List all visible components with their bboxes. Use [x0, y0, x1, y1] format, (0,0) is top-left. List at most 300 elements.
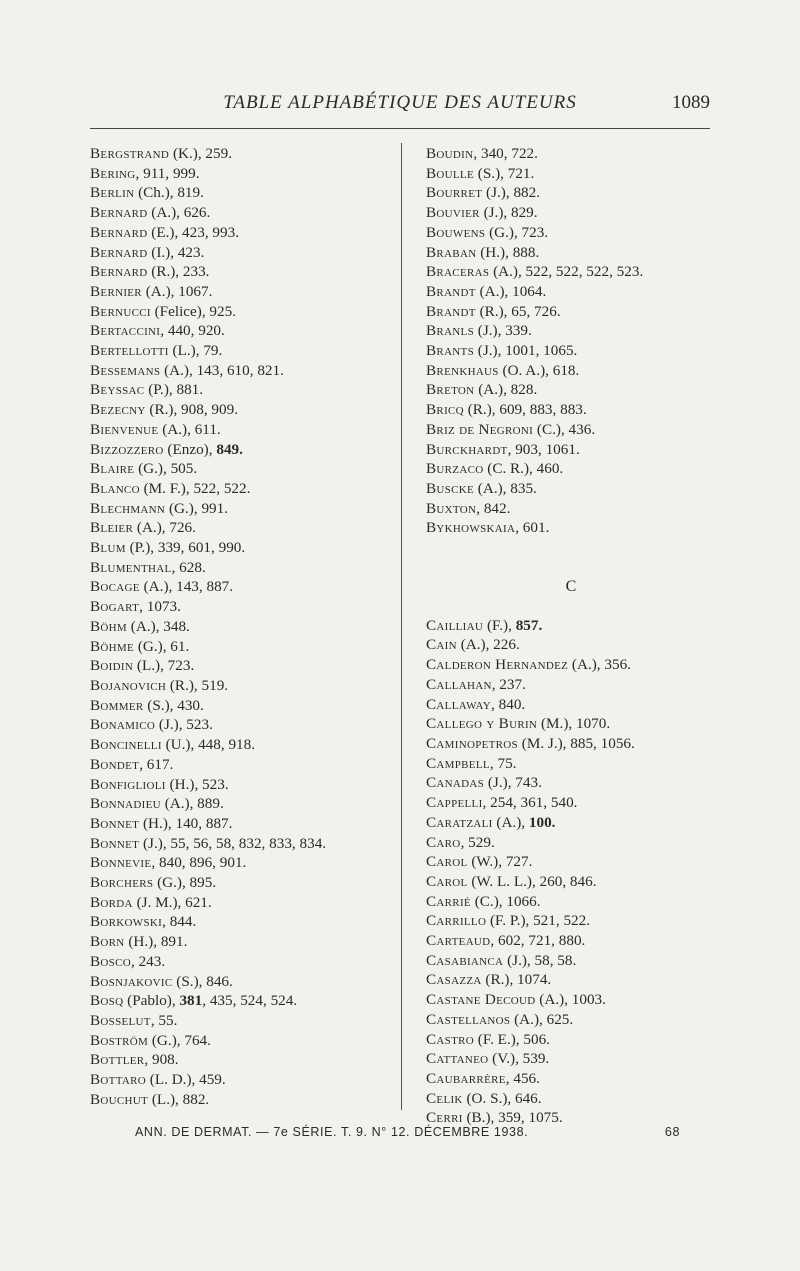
- author-name: Calderon Hernandez: [426, 656, 569, 674]
- index-entry: [90, 597, 395, 617]
- index-entry: [90, 676, 395, 696]
- page-references: (A.), 143, 887.: [139, 578, 234, 596]
- index-entry: [426, 203, 716, 223]
- page-references: (A.), 828.: [474, 381, 538, 399]
- index-entry: [90, 617, 395, 637]
- author-name: Burzaco: [426, 460, 484, 478]
- index-entry: [90, 873, 395, 893]
- index-entry: [90, 144, 395, 164]
- page-references: (S.), 721.: [473, 164, 535, 182]
- page-references: (P.), 339, 601, 990.: [125, 539, 246, 557]
- page-header: [90, 92, 710, 124]
- page-references: (A.), 1064.: [475, 282, 547, 300]
- index-entry: [90, 755, 395, 775]
- index-entry: [90, 932, 395, 952]
- page-references: , 842.: [476, 499, 511, 517]
- index-entry: [90, 440, 395, 460]
- page-references: (W.), 727.: [467, 853, 533, 871]
- author-name: Bernard: [90, 243, 148, 261]
- author-name: Boidin: [90, 657, 134, 675]
- header-rule: [90, 128, 710, 129]
- author-name: Bykhowskaia: [426, 519, 516, 537]
- author-name: Blum: [90, 539, 126, 557]
- author-name: Bricq: [426, 401, 464, 419]
- page-references: (G.), 61.: [134, 637, 190, 655]
- index-entry: [426, 183, 716, 203]
- page-references: (J.), 882.: [482, 184, 541, 202]
- page-references: , 844.: [162, 913, 197, 931]
- author-name: Braban: [426, 243, 477, 261]
- principal-reference: 857.: [515, 616, 543, 634]
- page-references: (J.), 523.: [155, 716, 213, 734]
- page-references: , 340, 722.: [473, 145, 538, 162]
- index-entry: [90, 223, 395, 243]
- author-name: Casazza: [426, 971, 482, 989]
- page-references: (A.), 522, 522, 522, 523.: [489, 263, 644, 281]
- author-name: Cailliau: [426, 616, 484, 634]
- index-entry: [90, 972, 395, 992]
- author-name: Böhm: [90, 617, 127, 635]
- author-name: Blaire: [90, 460, 135, 478]
- author-name: Boström: [90, 1031, 149, 1049]
- page-references: (U.), 448, 918.: [161, 736, 256, 754]
- author-name: Blumenthal: [90, 558, 172, 576]
- index-entry: [426, 655, 716, 675]
- author-name: Borchers: [90, 874, 154, 892]
- author-name: Caubarrère: [426, 1069, 506, 1087]
- index-entry: [426, 892, 716, 912]
- index-entry: [426, 223, 716, 243]
- page-references: (J.), 829.: [479, 204, 538, 222]
- index-entry: [426, 1089, 716, 1109]
- author-name: Brants: [426, 342, 474, 360]
- index-entry: [90, 991, 395, 1011]
- index-entry: [90, 203, 395, 223]
- page-references: , 908.: [144, 1051, 179, 1069]
- author-name: Bocage: [90, 578, 140, 596]
- author-name: Bleier: [90, 519, 134, 537]
- index-entry: [426, 754, 716, 774]
- page-references: (A.), 356.: [568, 656, 631, 674]
- author-name: Callego y Burin: [426, 715, 538, 733]
- index-entry: [90, 243, 395, 263]
- page-references: (L. D.), 459.: [145, 1071, 226, 1089]
- page-references-continued: , 435, 524, 524.: [202, 992, 298, 1010]
- page-references: (L.), 882.: [148, 1090, 210, 1108]
- page-references: (A.), 625.: [510, 1010, 574, 1028]
- page-references: (C. R.), 460.: [483, 460, 564, 478]
- sheet-number: 68: [664, 1125, 680, 1139]
- author-name: Celik: [426, 1089, 463, 1107]
- page-references: (S.), 430.: [143, 696, 204, 714]
- page-references: (G.), 764.: [148, 1031, 211, 1049]
- page-references: (L.), 79.: [168, 342, 223, 360]
- author-name: Bonnadieu: [90, 795, 161, 813]
- index-entry: [426, 852, 716, 872]
- index-entry: [90, 420, 395, 440]
- principal-reference: 849.: [216, 440, 243, 458]
- author-name: Caratzali: [426, 813, 493, 831]
- page-references: (A.), 889.: [160, 795, 224, 813]
- index-entry: [426, 262, 716, 282]
- author-name: Boudin: [426, 145, 474, 162]
- page-references: (R.), 1074.: [481, 971, 552, 989]
- author-name: Bottaro: [90, 1071, 146, 1089]
- index-entry: [426, 970, 716, 990]
- author-name: Bonamico: [90, 716, 156, 734]
- page-references: (G.), 991.: [165, 499, 229, 517]
- author-name: Bosselut: [90, 1011, 151, 1029]
- page-references: (I.), 423.: [147, 243, 205, 261]
- index-entry: [426, 302, 716, 322]
- page-references: (R.), 233.: [147, 263, 210, 281]
- index-entry: [90, 794, 395, 814]
- author-name: Bonfiglioli: [90, 775, 166, 793]
- page-references: , 840, 896, 901.: [151, 854, 247, 872]
- index-entry: [90, 341, 395, 361]
- page-references: (V.), 539.: [488, 1050, 550, 1068]
- index-entry: [426, 1030, 716, 1050]
- author-name: Caminopetros: [426, 734, 518, 752]
- index-entry: [426, 734, 716, 754]
- index-entry: [426, 635, 716, 655]
- page-references: , 237.: [491, 675, 526, 693]
- author-name: Bosco: [90, 952, 131, 970]
- page-references: (S.), 846.: [172, 972, 233, 990]
- page-references: (P.), 881.: [144, 381, 204, 399]
- index-entry: [426, 164, 716, 184]
- author-name: Borda: [90, 893, 133, 911]
- page-references: , 440, 920.: [160, 322, 225, 340]
- index-entry: [426, 459, 716, 479]
- author-name: Bessemans: [90, 361, 161, 379]
- index-entry: [426, 380, 716, 400]
- author-name: Cattaneo: [426, 1050, 489, 1068]
- page-references: (J.), 55, 56, 58, 832, 833, 834.: [139, 834, 327, 852]
- column-divider: [401, 143, 402, 1110]
- page-references: (G.), 723.: [485, 223, 549, 241]
- page-references: (E.), 423, 993.: [147, 223, 240, 241]
- author-name: Berlin: [90, 184, 135, 202]
- page-references: (F.),: [483, 616, 516, 634]
- author-name: Cain: [426, 636, 457, 654]
- index-entry: [426, 1010, 716, 1030]
- index-entry: [426, 1049, 716, 1069]
- page-references: , 254, 361, 540.: [482, 794, 578, 812]
- author-name: Carrié: [426, 892, 471, 910]
- index-entry: [426, 243, 716, 263]
- page-references: (R.), 519.: [166, 676, 229, 694]
- author-name: Blechmann: [90, 499, 166, 517]
- author-name: Bondet: [90, 755, 140, 773]
- author-name: Brandt: [426, 302, 476, 320]
- page-references: , 456.: [505, 1069, 540, 1087]
- author-name: Bojanovich: [90, 676, 167, 694]
- author-name: Callaway: [426, 695, 492, 713]
- page-references: (W. L. L.), 260, 846.: [467, 872, 597, 890]
- author-name: Blanco: [90, 479, 140, 497]
- left-column: [90, 144, 395, 1109]
- page-references: (Pablo),: [123, 992, 180, 1010]
- running-title: TABLE ALPHABÉTIQUE DES AUTEURS: [223, 92, 577, 113]
- page-references: (M.), 1070.: [537, 715, 611, 733]
- author-name: Cerri: [426, 1109, 463, 1127]
- index-entry: [90, 1090, 395, 1110]
- page-references: (Ch.), 819.: [134, 184, 204, 202]
- index-entry: [426, 400, 716, 420]
- page-references: , 911, 999.: [135, 164, 200, 182]
- index-entry: [426, 144, 716, 164]
- index-entry: [90, 1070, 395, 1090]
- index-entry: [90, 321, 395, 341]
- author-name: Born: [90, 933, 125, 951]
- page-references: (M. F.), 522, 522.: [139, 479, 251, 497]
- index-entry: [90, 361, 395, 381]
- author-name: Canadas: [426, 774, 485, 792]
- page-references: (H.), 523.: [165, 775, 229, 793]
- author-name: Beyssac: [90, 381, 145, 399]
- author-name: Castane Decoud: [426, 991, 536, 1009]
- author-name: Böhme: [90, 637, 135, 655]
- index-entry: [90, 302, 395, 322]
- author-name: Bonnevie: [90, 854, 152, 872]
- author-name: Carol: [426, 872, 468, 890]
- author-name: Buxton: [426, 499, 477, 517]
- page-references: (Felice), 925.: [150, 302, 237, 320]
- author-name: Breton: [426, 381, 475, 399]
- index-entry: [426, 813, 716, 833]
- index-entry: [90, 164, 395, 184]
- index-entry: [90, 696, 395, 716]
- page-references: (J.), 339.: [474, 322, 532, 340]
- index-entry: [90, 479, 395, 499]
- page-number: 1089: [672, 92, 710, 113]
- page-references: , 602, 721, 880.: [490, 932, 586, 950]
- page-references: (O. A.), 618.: [498, 361, 580, 379]
- index-entry: [90, 834, 395, 854]
- page-references: (C.), 436.: [533, 420, 596, 438]
- author-name: Bouvier: [426, 204, 480, 222]
- author-name: Cappelli: [426, 794, 483, 812]
- page-references: (H.), 888.: [476, 243, 540, 261]
- index-entry: [426, 872, 716, 892]
- author-name: Bergstrand: [90, 145, 170, 162]
- page-references: , 840.: [491, 695, 526, 713]
- index-entry: [90, 558, 395, 578]
- author-name: Bertaccini: [90, 322, 161, 340]
- index-entry: [90, 893, 395, 913]
- index-entry: [90, 538, 395, 558]
- author-name: Bourret: [426, 184, 483, 202]
- page-references: (G.), 505.: [134, 460, 198, 478]
- author-name: Campbell: [426, 754, 490, 772]
- index-entry: [426, 931, 716, 951]
- index-entry: [426, 616, 716, 636]
- index-entry: [426, 321, 716, 341]
- author-name: Carol: [426, 853, 468, 871]
- page-references: (J. M.), 621.: [132, 893, 212, 911]
- page-references: (H.), 140, 887.: [139, 814, 233, 832]
- page-references: (J.), 743.: [484, 774, 542, 792]
- index-entry: [90, 577, 395, 597]
- section-letter: C: [565, 578, 577, 596]
- index-entry: [90, 518, 395, 538]
- index-entry: [90, 1011, 395, 1031]
- index-entry: [90, 775, 395, 795]
- author-name: Bering: [90, 164, 136, 182]
- page-references: , 628.: [171, 558, 206, 576]
- index-entry: [90, 735, 395, 755]
- page-references: , 75.: [489, 754, 517, 772]
- index-entry: [426, 479, 716, 499]
- author-name: Brenkhaus: [426, 361, 499, 379]
- page-references: (R.), 908, 909.: [145, 401, 239, 419]
- author-name: Bottler: [90, 1051, 145, 1069]
- author-name: Branls: [426, 322, 474, 340]
- index-entry: [426, 695, 716, 715]
- page-references: (R.), 65, 726.: [475, 302, 561, 320]
- index-entry: [90, 637, 395, 657]
- author-name: Bizzozzero: [90, 440, 164, 458]
- author-name: Bouchut: [90, 1090, 149, 1108]
- author-name: Brandt: [426, 282, 476, 300]
- index-entry: [426, 714, 716, 734]
- page-references: , 243.: [130, 952, 166, 970]
- author-name: Burckhardt: [426, 440, 508, 458]
- author-name: Caro: [426, 833, 461, 851]
- author-name: Bernard: [90, 223, 148, 241]
- page-references: , 903, 1061.: [507, 440, 580, 458]
- author-name: Bogart: [90, 598, 140, 616]
- index-entry: [90, 499, 395, 519]
- author-name: Boncinelli: [90, 736, 162, 754]
- page-references: (L.), 723.: [133, 657, 195, 675]
- index-entry: [426, 773, 716, 793]
- author-name: Bouwens: [426, 223, 486, 241]
- index-entry: [426, 341, 716, 361]
- page-footer: [135, 1125, 680, 1147]
- page-references: (A.), 348.: [127, 617, 190, 635]
- page-references: (A.), 143, 610, 821.: [160, 361, 284, 379]
- page-references: (M. J.), 885, 1056.: [517, 734, 635, 752]
- author-name: Castro: [426, 1030, 474, 1048]
- index-entry: [90, 400, 395, 420]
- author-name: Bezecny: [90, 401, 146, 419]
- index-entry: [90, 656, 395, 676]
- author-name: Bernard: [90, 263, 148, 281]
- author-name: Bonnet: [90, 814, 140, 832]
- page-references: (B.), 359, 1075.: [462, 1109, 563, 1127]
- index-entry: [90, 952, 395, 972]
- index-entry: [426, 1069, 716, 1089]
- author-name: Casabianca: [426, 951, 504, 969]
- page-references: (A.), 626.: [147, 204, 211, 222]
- index-entry: [426, 440, 716, 460]
- page-references: (A.),: [492, 813, 529, 831]
- page-references: (F. E.), 506.: [474, 1030, 550, 1048]
- index-entry: [426, 282, 716, 302]
- author-name: Bosnjakovic: [90, 972, 173, 990]
- index-entry: [90, 1031, 395, 1051]
- index-entry: [90, 262, 395, 282]
- principal-reference: 381: [179, 992, 203, 1010]
- index-entry: [426, 793, 716, 813]
- page-references: (A.), 226.: [456, 636, 520, 654]
- journal-reference: ANN. DE DERMAT. — 7e SÉRIE. T. 9. N° 12. DÉCEMBRE 1938.: [135, 1125, 529, 1139]
- index-entry: [90, 1050, 395, 1070]
- author-name: Braceras: [426, 263, 490, 281]
- page-references: , 529.: [460, 833, 495, 851]
- page-references: (J.), 1001, 1065.: [474, 342, 578, 360]
- page-references: (A.), 1067.: [141, 282, 213, 300]
- page-references: (A.), 1003.: [535, 991, 606, 1009]
- author-name: Bienvenue: [90, 420, 159, 438]
- principal-reference: 100.: [528, 813, 556, 831]
- author-name: Bosq: [90, 992, 124, 1010]
- index-entry: [90, 459, 395, 479]
- page-references: (G.), 895.: [153, 874, 217, 892]
- author-name: Boulle: [426, 164, 474, 182]
- author-name: Buscke: [426, 479, 474, 497]
- author-name: Borkowski: [90, 913, 163, 931]
- index-entry: [90, 912, 395, 932]
- author-name: Bernard: [90, 204, 148, 222]
- page-references: , 617.: [139, 755, 174, 773]
- right-column: [426, 144, 716, 1128]
- index-entry: [426, 833, 716, 853]
- index-entry: [426, 420, 716, 440]
- index-entry: [426, 499, 716, 519]
- page-references: , 601.: [515, 519, 550, 537]
- page-references: (F. P.), 521, 522.: [486, 912, 591, 930]
- page-references: (A.), 835.: [474, 479, 537, 497]
- page-references: (K.), 259.: [169, 145, 232, 162]
- index-entry: [426, 990, 716, 1010]
- index-entry: [90, 380, 395, 400]
- index-entry: [426, 675, 716, 695]
- page-references: (J.), 58, 58.: [503, 951, 577, 969]
- author-name: Bernier: [90, 282, 142, 300]
- page-references: , 55.: [150, 1011, 178, 1029]
- page-references: (H.), 891.: [124, 933, 188, 951]
- page-references: (C.), 1066.: [470, 892, 541, 910]
- author-name: Bernucci: [90, 302, 151, 320]
- page-references: (O. S.), 646.: [462, 1089, 542, 1107]
- index-entry: [90, 853, 395, 873]
- index-entry: [426, 361, 716, 381]
- index-entry: [426, 951, 716, 971]
- index-entry: [90, 183, 395, 203]
- author-name: Briz de Negroni: [426, 420, 534, 438]
- page-references: (A.), 611.: [158, 420, 221, 438]
- index-entry: [90, 814, 395, 834]
- author-name: Bonnet: [90, 834, 140, 852]
- author-name: Bommer: [90, 696, 144, 714]
- page-references: (R.), 609, 883, 883.: [463, 401, 587, 419]
- page-references: (A.), 726.: [133, 519, 196, 537]
- author-name: Castellanos: [426, 1010, 511, 1028]
- index-entry: [90, 282, 395, 302]
- author-name: Callahan: [426, 675, 492, 693]
- author-name: Carrillo: [426, 912, 487, 930]
- index-entry: [426, 518, 716, 538]
- index-entry: [426, 911, 716, 931]
- index-entry: [90, 715, 395, 735]
- page-references: (Enzo),: [163, 440, 217, 458]
- author-name: Bertellotti: [90, 342, 169, 360]
- author-name: Carteaud: [426, 932, 491, 950]
- page-references: , 1073.: [139, 598, 181, 616]
